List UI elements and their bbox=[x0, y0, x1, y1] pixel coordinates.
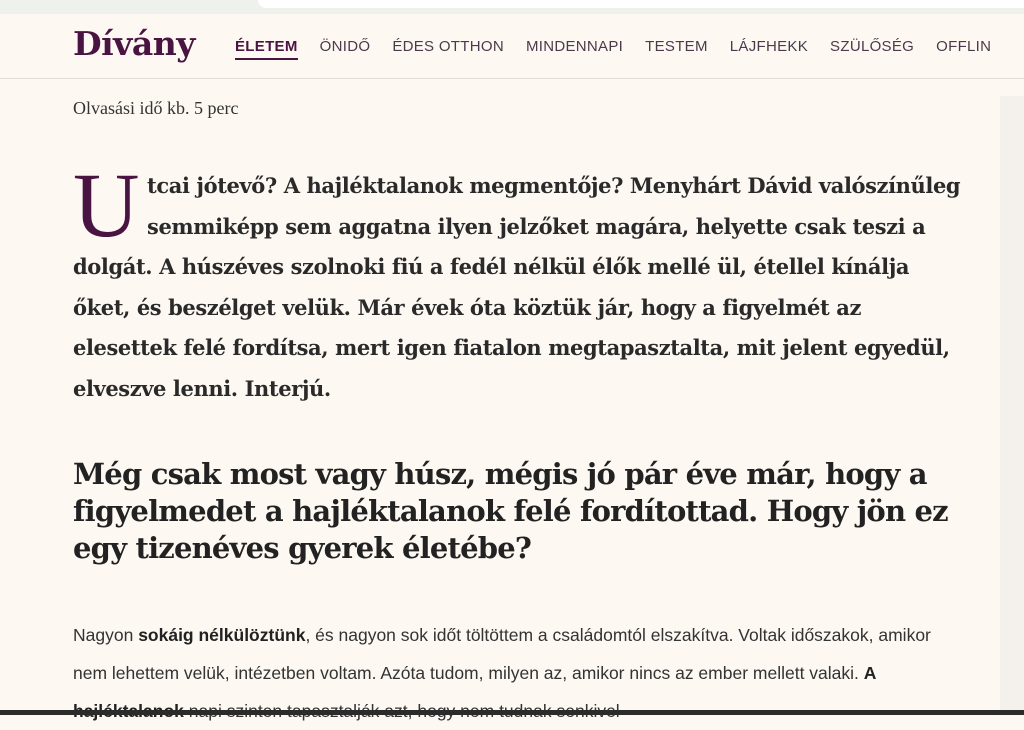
nav-item-szuloseg[interactable]: SZÜLŐSÉG bbox=[830, 38, 915, 55]
nav-item-mindennapi[interactable]: MINDENNAPI bbox=[525, 38, 624, 55]
nav-item-edes-otthon[interactable]: ÉDES OTTHON bbox=[392, 38, 504, 55]
reading-time: Olvasási idő kb. 5 perc bbox=[73, 98, 239, 118]
nav-item-testem[interactable]: TESTEM bbox=[645, 38, 708, 55]
answer-bold-link[interactable]: A bbox=[863, 663, 876, 683]
interview-question: Még csak most vagy húsz, mégis jó pár éve már, hogy a figyelmedet a hajléktalanok felé fordítottad. Hogy jön ez egy tizenéves gyerek életébe? bbox=[73, 457, 948, 565]
taskbar-edge bbox=[0, 710, 1024, 715]
browser-top-strip bbox=[0, 0, 1024, 14]
lead-text: tcai jótevő? A hajléktalanok megmentője? Menyhárt Dávid valószínűleg semmiképp sem aggatna ilyen jelzőket magára, helyette csak teszi a dolgát. A húszéves szolnoki fiú a fedél nélkül élők mellé ül, étellel kínálja őket, és beszélget velük. Már évek óta köztük jár, hogy a figyelmét az elesettek felé fordítsa, mert igen fiatalon megtapasztalta, mit jelent egyedül, elveszve lenni. Interjú. bbox=[73, 173, 961, 401]
site-logo[interactable]: Dívány bbox=[73, 24, 195, 63]
nav-item-offline[interactable]: OFFLIN bbox=[936, 38, 992, 55]
answer-bold-text: sokáig nélkülöztünk bbox=[138, 625, 306, 645]
browser-tab-highlight bbox=[258, 0, 1024, 8]
side-panel bbox=[1000, 96, 1024, 715]
nav-item-lajfhekk[interactable]: LÁJFHEKK bbox=[729, 38, 809, 55]
main-nav bbox=[235, 38, 1013, 60]
nav-item-onido[interactable]: ÖNIDŐ bbox=[319, 38, 371, 55]
drop-cap: U bbox=[73, 154, 140, 256]
article-lead bbox=[73, 154, 963, 409]
nav-item-eletem[interactable]: ÉLETEM bbox=[235, 38, 298, 60]
answer-text: Nagyon bbox=[73, 625, 139, 645]
site-header bbox=[0, 14, 1024, 79]
answer-text: , és nagyon sok időt töltöttem a családomtól elszakítva. Voltak időszakok, amikor nem lehettem velük, intézetben voltam. Azóta tudom, milyen az, amikor nincs az ember mellett valaki. bbox=[73, 625, 931, 683]
